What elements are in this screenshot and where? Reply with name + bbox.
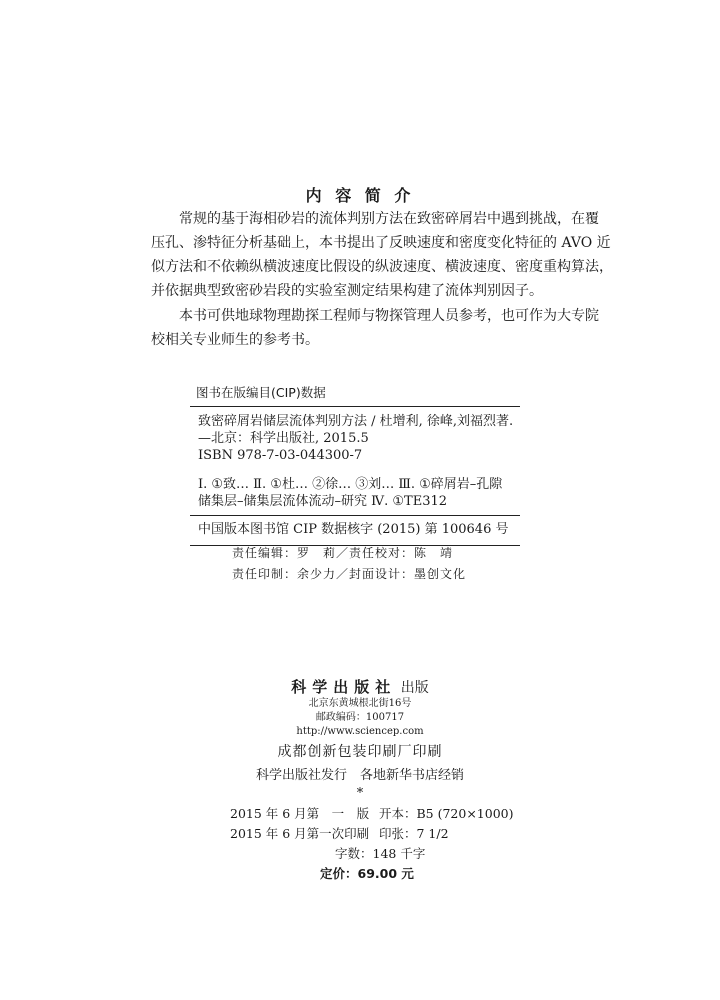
separator-asterisk: *: [356, 786, 364, 801]
cip-heading: 图书在版编目(CIP)数据: [190, 384, 520, 407]
summary-p1-line: 常规的基于海相砂岩的流体判别方法在致密碎屑岩中遇到挑战，在覆: [179, 211, 599, 227]
cip-class-line: 储集层–储集层流体流动–研究 Ⅳ. ①TE312: [198, 494, 448, 509]
summary-p1-line: 似方法和不依赖纵横波速度比假设的纵波速度、横波速度、密度重构算法，: [151, 259, 613, 275]
format-info: 开本：B5 (720×1000): [378, 806, 514, 821]
summary-p1-line: 并依据典型致密砂岩段的实验室测定结果构建了流体判别因子。: [151, 283, 543, 299]
price: 定价：69.00 元: [320, 866, 414, 881]
edition-info: 2015 年 6 月第 一 版: [230, 806, 370, 821]
staff-line-editors: 责任编辑：罗 莉／责任校对：陈 靖: [232, 546, 454, 560]
summary-paragraph-1: [151, 207, 613, 303]
publisher-logo: 科学出版社: [291, 678, 397, 696]
summary-p1-line: 压孔、渗特征分析基础上，本书提出了反映速度和密度变化特征的 AVO 近: [151, 235, 611, 251]
summary-paragraph-2: [151, 304, 599, 352]
word-count: 字数：148 千字: [335, 846, 426, 861]
printer-line: 成都创新包装印刷厂印刷: [277, 744, 443, 760]
summary-p2-line: 本书可供地球物理勘探工程师与物探管理人员参考，也可作为大专院: [179, 308, 599, 324]
cip-classification: [190, 470, 520, 516]
summary-title: 内 容 简 介: [305, 186, 415, 205]
cip-book-info: [190, 407, 520, 470]
cip-book-line: 致密碎屑岩储层流体判别方法 / 杜增利, 徐峰,刘福烈著.: [198, 414, 514, 429]
publisher-address-block: [0, 697, 720, 739]
cip-class-line: Ⅰ. ①致… Ⅱ. ①杜… ②徐… ③刘… Ⅲ. ①碎屑岩–孔隙: [198, 477, 503, 492]
cip-footer: 中国版本图书馆 CIP 数据核字 (2015) 第 100646 号: [190, 516, 520, 546]
specs-row: [230, 824, 514, 844]
publisher-postcode: 邮政编码：100717: [315, 712, 405, 723]
cip-book-line: ISBN 978-7-03-044300-7: [198, 448, 363, 463]
cip-book-line: —北京：科学出版社, 2015.5: [198, 431, 369, 446]
specs-row: [230, 804, 514, 824]
printing-info: 2015 年 6 月第一次印刷: [230, 826, 370, 841]
cip-data-block: [190, 384, 520, 546]
sheets-info: 印张：7 1/2: [378, 826, 449, 841]
publisher-url: http://www.sciencep.com: [296, 726, 424, 737]
summary-p2-line: 校相关专业师生的参考书。: [151, 332, 319, 348]
distribution-line: 科学出版社发行 各地新华书店经销: [255, 768, 464, 783]
staff-line-printing: 责任印制：余少力／封面设计：墨创文化: [232, 567, 467, 581]
publisher-address: 北京东黄城根北街16号: [308, 698, 412, 709]
publisher-suffix: 出版: [400, 680, 429, 696]
publisher-line: [0, 676, 720, 697]
print-specs: [230, 804, 514, 884]
staff-credits: [232, 543, 466, 585]
